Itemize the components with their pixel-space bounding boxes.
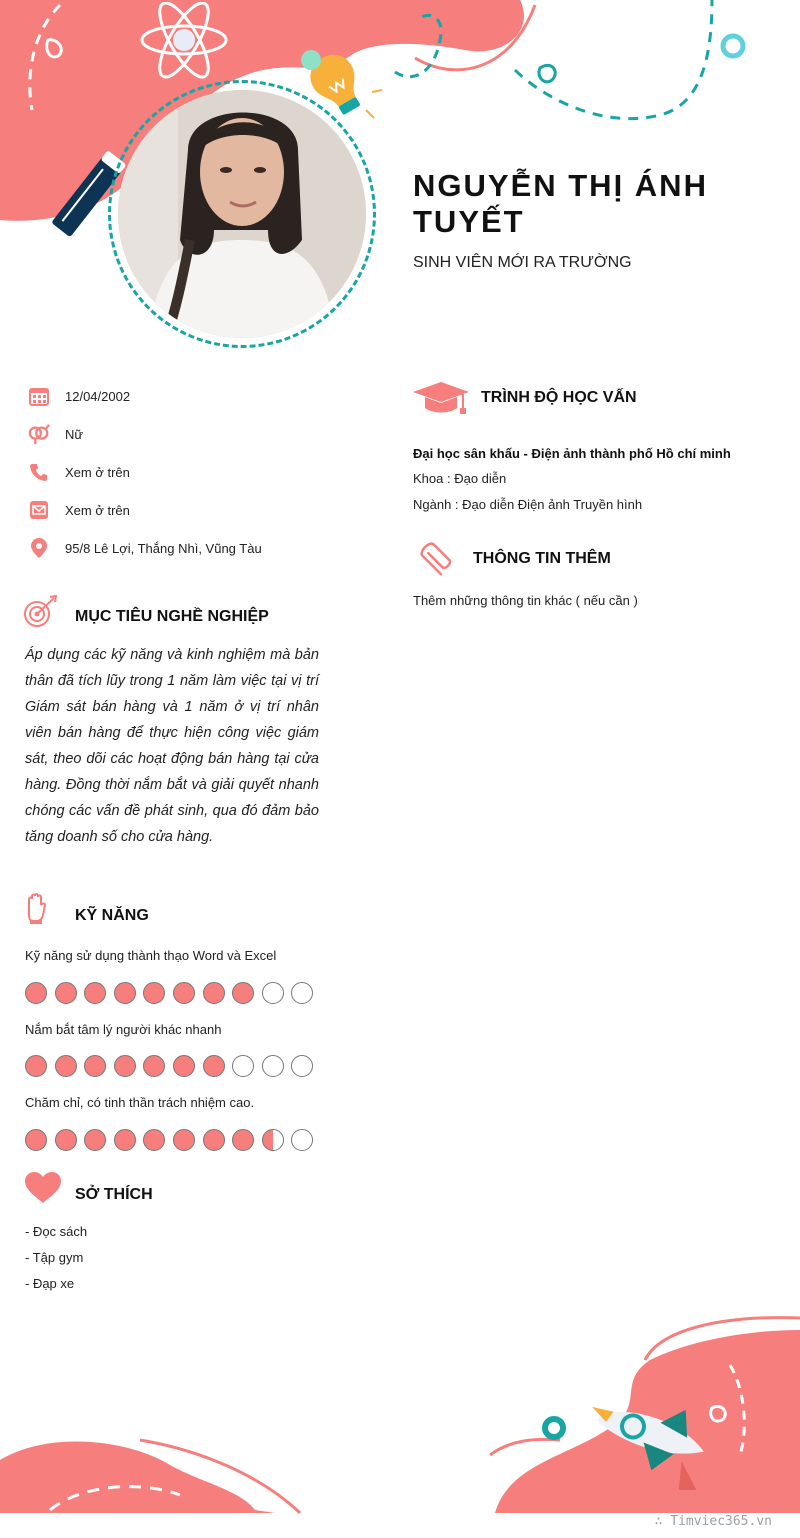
rating-dot	[55, 1055, 77, 1077]
contact-phone: Xem ở trên	[28, 460, 50, 484]
heart-icon	[25, 1172, 61, 1204]
rating-dot	[232, 1055, 254, 1077]
contact-address: 95/8 Lê Lợi, Thắng Nhì, Vũng Tàu	[28, 536, 50, 560]
education-school: Đại học sân khấu - Điện ảnh thành phố Hồ chí minh	[413, 446, 731, 461]
rating-dot	[55, 1129, 77, 1151]
target-icon	[22, 595, 58, 629]
rating-dot	[173, 1129, 195, 1151]
skill-rating	[25, 1055, 321, 1077]
rating-dot	[114, 1129, 136, 1151]
contact-birthday: 12/04/2002	[28, 384, 50, 408]
skill-rating	[25, 1129, 321, 1151]
rating-dot	[143, 982, 165, 1004]
rating-dot	[291, 1129, 313, 1151]
hobbies-heading: SỞ THÍCH	[75, 1186, 153, 1203]
education-heading: TRÌNH ĐỘ HỌC VẤN	[481, 389, 637, 406]
skill-label: Chăm chỉ, có tinh thần trách nhiệm cao.	[25, 1095, 255, 1110]
rating-dot	[143, 1055, 165, 1077]
rating-dot	[173, 982, 195, 1004]
rating-dot	[114, 982, 136, 1004]
rating-dot	[232, 982, 254, 1004]
hobby-item: - Đọc sách	[25, 1224, 88, 1239]
rating-dot	[291, 982, 313, 1004]
rating-dot	[25, 1129, 47, 1151]
rating-dot	[262, 982, 284, 1004]
rating-dot	[84, 1055, 106, 1077]
rating-dot	[262, 1055, 284, 1077]
rating-dot	[143, 1129, 165, 1151]
phone-icon	[28, 461, 50, 483]
objective-heading: MỤC TIÊU NGHỀ NGHIỆP	[75, 608, 269, 625]
skill-label: Kỹ năng sử dụng thành thạo Word và Excel	[25, 948, 277, 963]
rating-dot	[25, 982, 47, 1004]
skill-rating	[25, 982, 321, 1004]
rating-dot	[25, 1055, 47, 1077]
graduation-cap-icon	[413, 380, 469, 416]
education-major: Ngành : Đạo diễn Điện ảnh Truyền hình	[413, 497, 643, 512]
avatar-photo	[118, 90, 366, 338]
skill-label: Nắm bắt tâm lý người khác nhanh	[25, 1022, 222, 1037]
contact-gender: Nữ	[28, 422, 50, 446]
candidate-title: SINH VIÊN MỚI RA TRƯỜNG	[413, 254, 632, 271]
rating-dot	[203, 1129, 225, 1151]
objective-text: Áp dụng các kỹ năng và kinh nghiệm mà bản thân đã tích lũy trong 1 năm làm việc tại vị trí Giám sát bán hàng và 1 năm ở vị trí nhân viên bán hàng để thực hiện công việc giám sát, theo dõi các hoạt động bán hàng tại cửa hàng. Đồng thời nắm bắt và giải quyết nhanh chóng các vấn đề phát sinh, qua đó đảm bảo tăng doanh số cho cửa hàng.	[25, 647, 319, 845]
contact-email: Xem ở trên	[28, 498, 50, 522]
rocket-icon	[583, 1400, 713, 1490]
avatar	[118, 90, 366, 338]
rating-dot	[262, 1129, 284, 1151]
calendar-icon	[28, 385, 50, 407]
rating-dot	[232, 1129, 254, 1151]
rating-dot	[203, 1055, 225, 1077]
rating-dot	[291, 1055, 313, 1077]
atom-icon	[138, 2, 230, 80]
candidate-name: NGUYỄN THỊ ÁNH TUYẾT	[413, 168, 708, 239]
extra-heading: THÔNG TIN THÊM	[473, 550, 611, 567]
hobby-item: - Tập gym	[25, 1250, 84, 1265]
mail-icon	[28, 499, 50, 521]
education-faculty: Khoa : Đạo diễn	[413, 471, 507, 486]
paperclip-icon	[414, 537, 458, 579]
rating-dot	[55, 982, 77, 1004]
location-pin-icon	[28, 537, 50, 559]
rating-dot	[114, 1055, 136, 1077]
hand-icon	[25, 893, 47, 925]
rating-dot	[84, 1129, 106, 1151]
rating-dot	[203, 982, 225, 1004]
hobby-item: - Đạp xe	[25, 1276, 75, 1291]
watermark: ∴ Timviec365.vn	[654, 1514, 772, 1529]
gender-icon	[28, 423, 50, 445]
rating-dot	[173, 1055, 195, 1077]
rating-dot	[84, 982, 106, 1004]
skills-heading: KỸ NĂNG	[75, 907, 149, 924]
extra-text: Thêm những thông tin khác ( nếu cần )	[413, 593, 638, 608]
